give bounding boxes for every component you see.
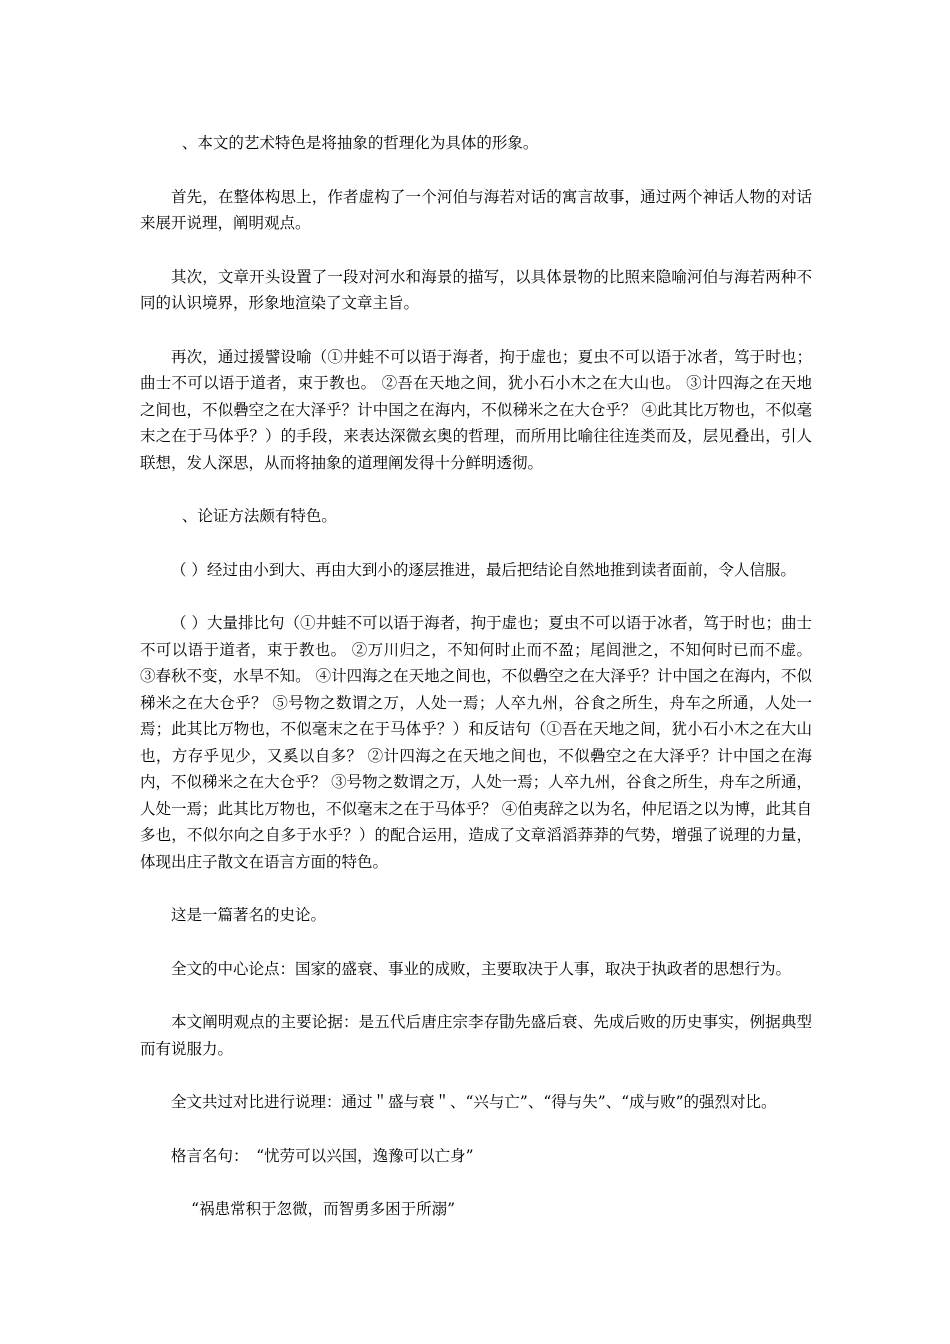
paragraph-contrast: 全文共过对比进行说理：通过＂盛与衰＂、“兴与亡”、“得与失”、“成与败”的强烈对比。 (171, 1093, 777, 1111)
paragraph-first-point: 首先，在整体构思上，作者虚构了一个河伯与海若对话的寓言故事，通过两个神话人物的对话来展开说理，阐明观点。 (140, 187, 812, 232)
paragraph-history-essay: 这是一篇著名的史论。 (171, 906, 327, 924)
paragraph-second-point: 其次，文章开头设置了一段对河水和海景的描写，以具体景物的比照来隐喻河伯与海若两种不同的认识境界，形象地渲染了文章主旨。 (140, 267, 812, 312)
paragraph-progression: （ ）经过由小到大、再由大到小的逐层推进，最后把结论自然地推到读者面前，令人信服。 (171, 560, 796, 579)
paragraph-art-feature: 、本文的艺术特色是将抽象的哲理化为具体的形象。 (181, 134, 539, 152)
paragraph-third-point: 再次，通过援譬设喻（①井蛙不可以语于海者，拘于虚也；夏虫不可以语于冰者，笃于时也；曲士不可以语于道者，束于教也。 ②吾在天地之间，犹小石小木之在大山也。 ③计四海之在天地之间也，不似礨空之在大泽乎？计中国之在海内，不似稊米之在大仓乎？ ④此其比万物也，不似毫末之在于马体乎？）的手段，来表达深微玄奥的哲理，而所用比喻往往连类而及，层见叠出，引人联想，发人深思，从而将抽象的道理阐发得十分鲜明透彻。 (140, 347, 812, 472)
document-body (140, 130, 812, 1250)
paragraph-central-thesis: 全文的中心论点：国家的盛衰、事业的成败，主要取决于人事，取决于执政者的思想行为。 (171, 959, 792, 978)
paragraph-main-evidence: 本文阐明观点的主要论据：是五代后唐庄宗李存勖先盛后衰、先成后败的历史事实，例据典型而有说服力。 (140, 1013, 812, 1058)
paragraph-argument-method: 、论证方法颇有特色。 (181, 507, 337, 525)
paragraph-parallelism: （ ）大量排比句（①井蛙不可以语于海者，拘于虚也；夏虫不可以语于冰者，笃于时也；曲士不可以语于道者，束于教也。 ②万川归之，不知何时止而不盈；尾闾泄之，不知何时已而不虚。 ③春秋不变，水旱不知。 ④计四海之在天地之间也，不似礨空之在大泽乎？计中国之在海内，不似稊米之在大仓乎？ ⑤号物之数谓之万，人处一焉；人卒九州，谷食之所生，舟车之所通，人处一焉；此其比万物也，不似毫末之在于马体乎？）和反诘句（①吾在天地之间，犹小石小木之在大山也，方存乎见少，又奚以自多？ ②计四海之在天地之间也，不似礨空之在大泽乎？计中国之在海内，不似稊米之在大仓乎？ ③号物之数谓之万，人处一焉；人卒九州，谷食之所生，舟车之所通，人处一焉；此其比万物也，不似毫末之在于马体乎？ ④伯夷辞之以为名，仲尼语之以为博，此其自多也，不似尔向之自多于水乎？）的配合运用，造成了文章滔滔莽莽的气势，增强了说理的力量，体现出庄子散文在语言方面的特色。 (140, 614, 812, 871)
paragraph-maxim-1: 格言名句： “忧劳可以兴国，逸豫可以亡身” (171, 1146, 474, 1165)
paragraph-maxim-2: “祸患常积于忽微，而智勇多困于所溺” (191, 1200, 455, 1218)
